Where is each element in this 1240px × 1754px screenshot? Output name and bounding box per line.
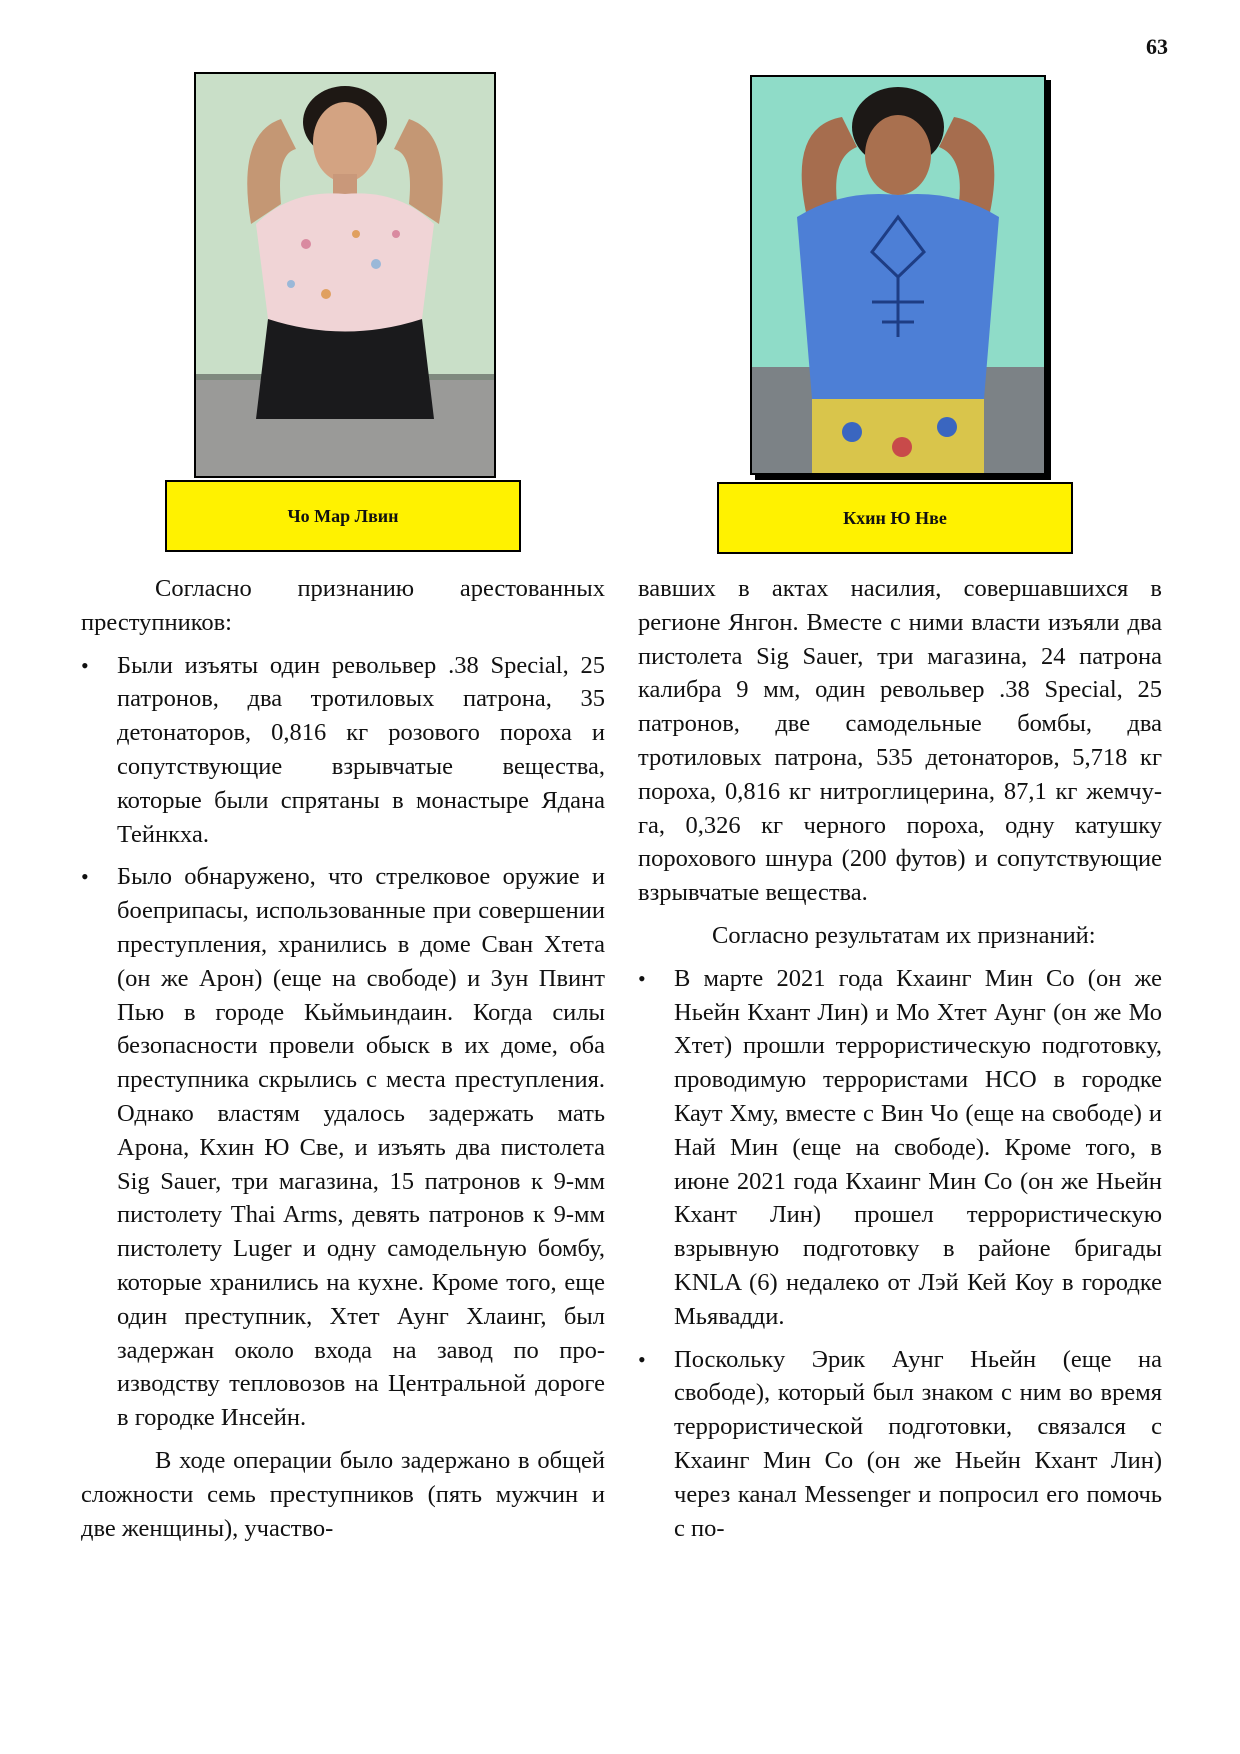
text-column-right	[638, 572, 1162, 1554]
list-item-text: В марте 2021 года Кхаинг Мин Со (он же Ньейн Кхант Лин) и Мо Хтет Аунг (он же Мо Хтет) прошли террористическую подготовку, проводимую террористами НСО в городке Каут Хму, вместе с Вин Чо (еще на свободе) и Най Мин (еще на свободе). Кроме того, в июне 2021 года Кхаинг Мин Со (он же Ньейн Кхант Лин) прошел террористическую взрывную подготовку в районе бригады KNLA (6) недалеко от Лэй Кей Коу в городке Мьявадди.	[674, 964, 1162, 1330]
bullet-list-left	[81, 649, 605, 1435]
list-item-text: Было обнаружено, что стрелковое оружие и боеприпасы, использованные при совершении преступления, хранились в доме Сван Хтета (он же Арон) (еще на свободе) и Зун Пвинт Пью в городе Кьймьиндаин. Когда силы безопасности провели обыск в их доме, оба преступника скрылись с места преступления. Однако властям удалось задержать мать Арона, Кхин Ю Све, и изъять два пистолета Sig Sauer, три магазина, 15 патронов к 9-мм пистолету Thai Arms, девять патронов к 9-мм пистолету Luger и одну самодельную бомбу, которые хранились на кухне. Кроме того, еще один преступник, Хтет Аунг Хлаинг, был задержан около входа на завод по производству тепловозов на Центральной дороге в городке Инсейн.	[117, 863, 605, 1432]
paragraph-intro: Согласно результатам их признаний:	[712, 921, 1096, 949]
photo-right	[750, 75, 1046, 475]
paragraph-continuation: вавших в актах насилия, совершавшихся в регионе Янгон. Вместе с ними власти изъяли два пистолета Sig Sauer, три магазина, 24 патрона калибра 9 мм, один револьвер .38 Special, 25 патронов, две самодельные бомбы, два тротиловых патрона, 535 детонаторов, 5,718 кг пороха, 0,816 кг нитроглицерина, 87,1 кг жемчуга, 0,326 кг черного пороха, одну катушку порохового шнура (200 футов) и сопутствующие взрывчатые вещества.	[638, 575, 1162, 907]
photo-caption-left: Чо Мар Лвин	[165, 480, 521, 552]
bullet-icon: •	[81, 864, 89, 890]
bullet-icon: •	[81, 652, 89, 678]
photo-left	[194, 72, 496, 478]
page-number: 63	[1146, 34, 1168, 59]
list-item-text: Были изъяты один револьвер .38 Special, 25 патронов, два тротиловых патрона, 35 детонаторов, 0,816 кг розового пороха и сопутствующие взрывчатые вещества, которые были спрятаны в монастыре Ядана Тейнкха.	[117, 651, 605, 848]
list-item	[638, 962, 1162, 1334]
paragraph-intro: Согласно признанию арестованных преступников:	[81, 575, 605, 636]
list-item	[81, 860, 605, 1435]
list-item-text: Поскольку Эрик Аунг Ньейн (еще на свободе), который был знаком с ним во время террористической подготовки, связался с Кхаинг Мин Со (он же Ньейн Кхант Лин) через канал Messenger и попросил его помочь с по-	[674, 1345, 1162, 1542]
list-item	[81, 649, 605, 852]
bullet-list-right	[638, 962, 1162, 1546]
paragraph-closing: В ходе операции было задержано в общей сложности семь преступников (пять мужчин и две женщины), участво-	[81, 1446, 605, 1542]
bullet-icon: •	[638, 1346, 646, 1372]
photo-caption-right: Кхин Ю Нве	[717, 482, 1073, 554]
text-column-left	[81, 572, 605, 1554]
bullet-icon: •	[638, 965, 646, 991]
list-item	[638, 1343, 1162, 1546]
